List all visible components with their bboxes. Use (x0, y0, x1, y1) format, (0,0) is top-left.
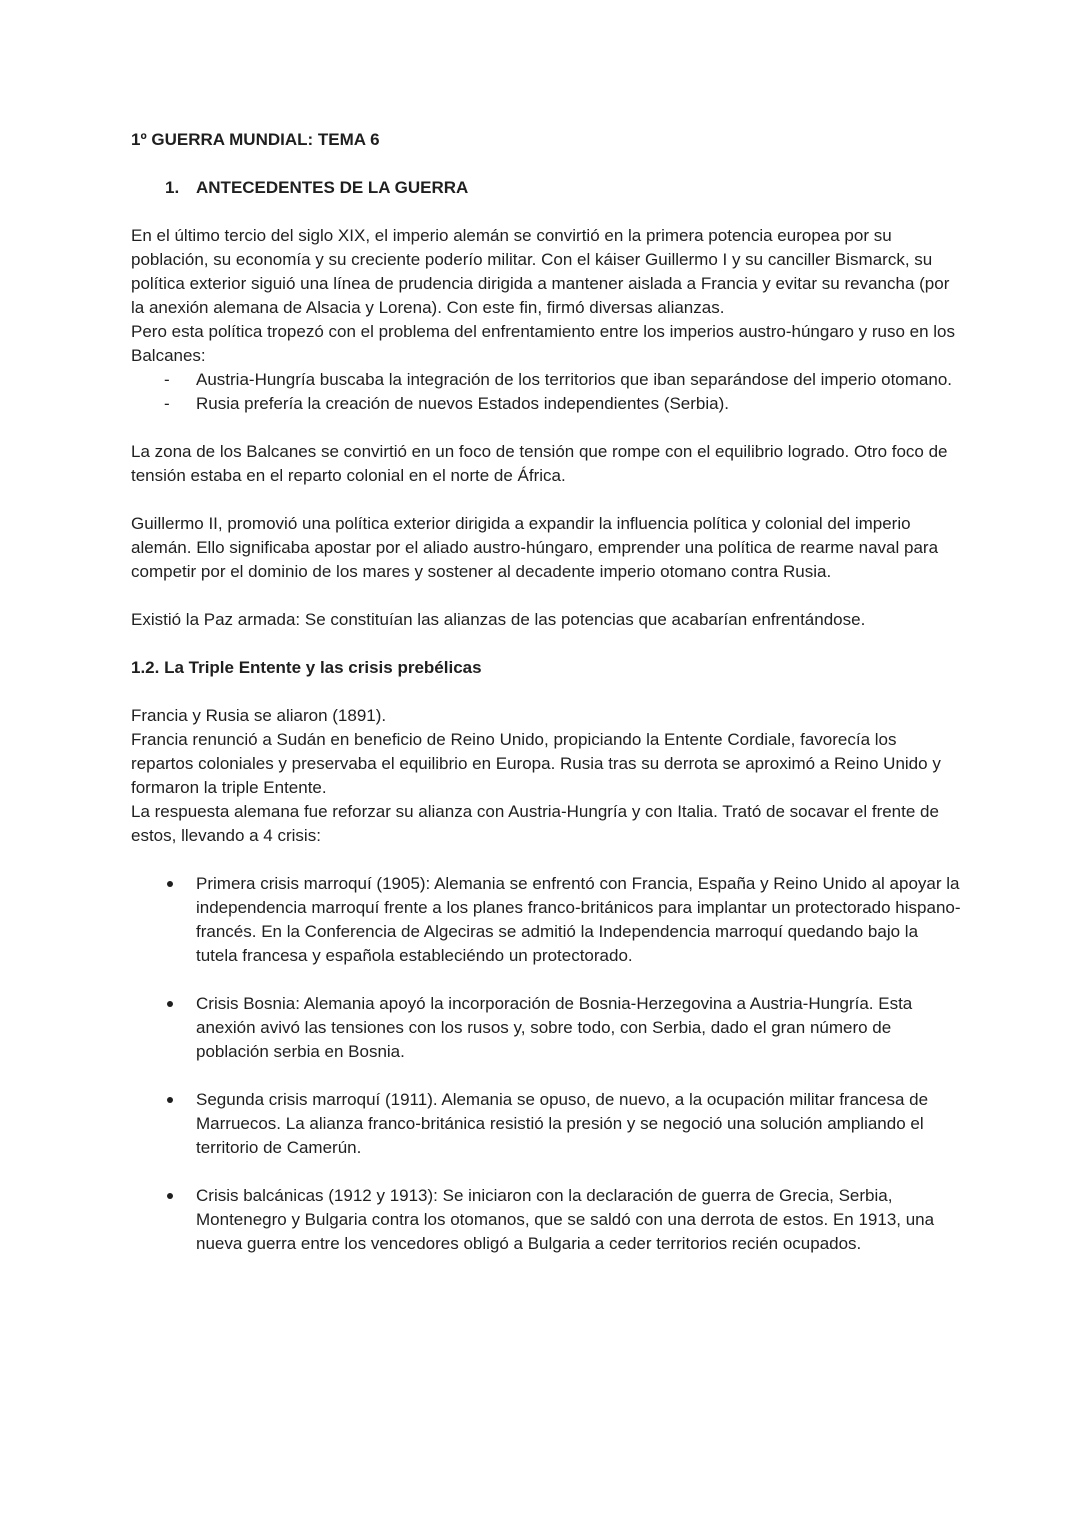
dash-marker: - (164, 370, 170, 389)
paragraph: La respuesta alemana fue reforzar su alianza con Austria-Hungría y con Italia. Trató de socavar el frente de estos, llevando a 4 crisis: (131, 802, 939, 845)
paragraph: En el último tercio del siglo XIX, el imperio alemán se convirtió en la primera potencia europea por su población, su economía y su creciente poderío militar. Con el káiser Guillermo I y su canciller Bismarck, su política exterior siguió una línea de prudencia dirigida a mantener aislada a Francia y evitar su revancha (por la anexión alemana de Alsacia y Lorena). Con este fin, firmó diversas alianzas. (131, 226, 950, 317)
dash-marker: - (164, 394, 170, 413)
paragraph: La zona de los Balcanes se convirtió en un foco de tensión que rompe con el equilibrio logrado. Otro foco de tensión estaba en el reparto colonial en el norte de África. (131, 442, 948, 485)
section-1-heading-text: ANTECEDENTES DE LA GUERRA (196, 178, 469, 197)
crisis-list-item-text: Primera crisis marroquí (1905): Alemania se enfrentó con Francia, España y Reino Unido al apoyar la independencia marroquí frente a los planes franco-británicos para implantar un protectorado hispano-francés. En la Conferencia de Algeciras se admitió la Independencia marroquí quedando bajo la tutela francesa y española estableciéndo un protectorado. (196, 874, 961, 965)
crisis-list-item (131, 992, 961, 1064)
document-page (131, 128, 961, 1256)
dash-list-item-text: Rusia prefería la creación de nuevos Estados independientes (Serbia). (196, 394, 729, 413)
paragraph: Francia renunció a Sudán en beneficio de Reino Unido, propiciando la Entente Cordiale, favorecía los repartos coloniales y preservaba el equilibrio en Europa. Rusia tras su derrota se aproximó a Reino Unido y formaron la triple Entente. (131, 730, 941, 797)
dash-list-item (131, 368, 961, 392)
bullet-icon (167, 1193, 173, 1199)
section-1-number: 1. (165, 178, 180, 197)
paragraph: Existió la Paz armada: Se constituían las alianzas de las potencias que acabarían enfrentándose. (131, 610, 866, 629)
crisis-list (131, 872, 961, 1256)
crisis-list-item (131, 872, 961, 968)
document-title: 1º GUERRA MUNDIAL: TEMA 6 (131, 130, 380, 149)
section-1-heading (131, 176, 961, 200)
crisis-list-item-text: Crisis balcánicas (1912 y 1913): Se iniciaron con la declaración de guerra de Grecia, Serbia, Montenegro y Bulgaria contra los otomanos, que se saldó con una derrota de estos. En 1913, una nueva guerra entre los vencedores obligó a Bulgaria a ceder territorios recién ocupados. (196, 1186, 935, 1253)
dash-list (131, 368, 961, 416)
paragraph: Guillermo II, promovió una política exterior dirigida a expandir la influencia política y colonial del imperio alemán. Ello significaba apostar por el aliado austro-húngaro, emprender una política de rearme naval para competir por el dominio de los mares y sostener al decadente imperio otomano contra Rusia. (131, 514, 939, 581)
paragraph: Francia y Rusia se aliaron (1891). (131, 706, 387, 725)
dash-list-item-text: Austria-Hungría buscaba la integración de los territorios que iban separándose del imperio otomano. (196, 370, 952, 389)
crisis-list-item (131, 1088, 961, 1160)
section-1-2-heading: 1.2. La Triple Entente y las crisis prebélicas (131, 658, 482, 677)
crisis-list-item-text: Segunda crisis marroquí (1911). Alemania se opuso, de nuevo, a la ocupación militar francesa de Marruecos. La alianza franco-británica resistió la presión y se negoció una solución ampliando el territorio de Camerún. (196, 1090, 929, 1157)
dash-list-item (131, 392, 961, 416)
crisis-list-item (131, 1184, 961, 1256)
bullet-icon (167, 1001, 173, 1007)
bullet-icon (167, 1097, 173, 1103)
crisis-list-item-text: Crisis Bosnia: Alemania apoyó la incorporación de Bosnia-Herzegovina a Austria-Hungría. Esta anexión avivó las tensiones con los rusos y, sobre todo, con Serbia, dado el gran número de población serbia en Bosnia. (196, 994, 913, 1061)
paragraph: Pero esta política tropezó con el problema del enfrentamiento entre los imperios austro-húngaro y ruso en los Balcanes: (131, 322, 956, 365)
bullet-icon (167, 881, 173, 887)
